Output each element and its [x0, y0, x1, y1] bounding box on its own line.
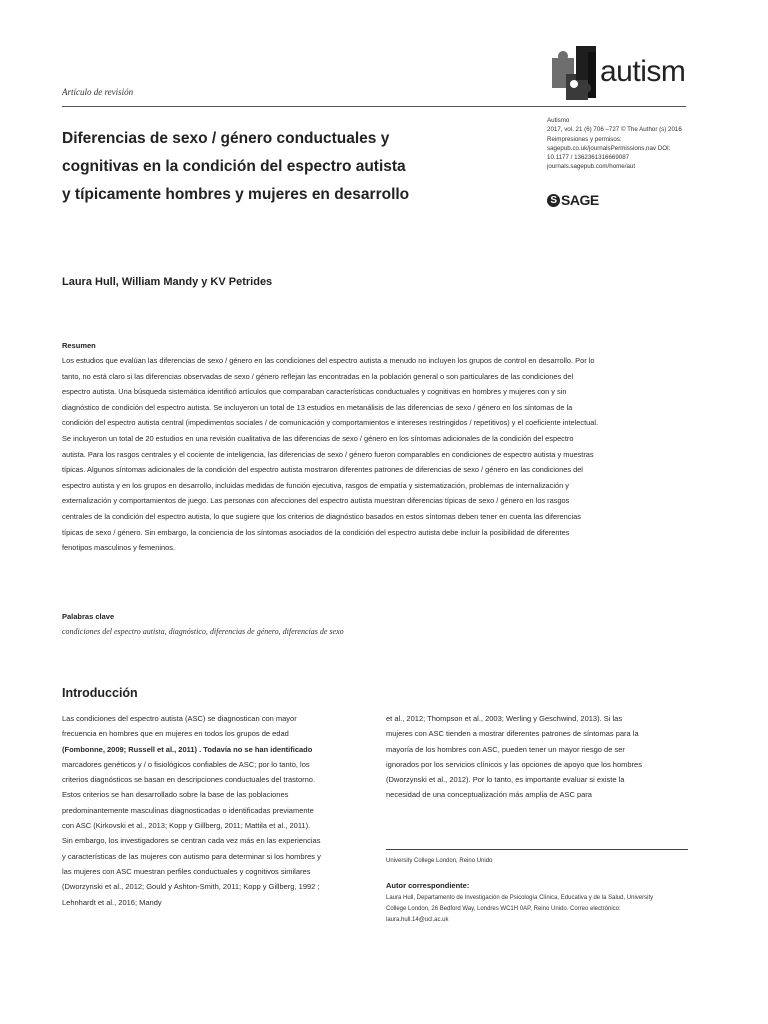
publisher-logo	[547, 192, 599, 208]
corresponding-author-heading: Autor correspondiente:	[386, 881, 470, 890]
author-list: Laura Hull, William Mandy y KV Petrides	[62, 276, 273, 288]
journal-logo-text: autism	[600, 55, 686, 88]
title-line: y típicamente hombres y mujeres en desarrollo	[62, 186, 410, 203]
intro-right-column	[386, 711, 688, 803]
keywords-heading: Palabras clave	[62, 612, 115, 621]
abstract-line: espectro autista y en los grupos en desarrollo, incluidas medidas de función ejecutiva, rasgos de empatía y sistematización, problemas de internalización y	[62, 480, 569, 490]
abstract-line: condición del espectro autista central (impedimentos sociales / de comunicación y comportamientos e intereses restringidos / repetitivos) y el coeficiente intelectual.	[62, 418, 599, 428]
keywords-list: condiciones del espectro autista, diagnóstico, diferencias de género, diferencias de sexo	[62, 627, 344, 636]
body-line: (Fombonne, 2009; Russell et al., 2011) . Todavía no se han identificado	[62, 744, 313, 754]
meta-journal-url[interactable]: journals.sagepub.com/home/aut	[547, 163, 636, 171]
intro-left-column	[62, 711, 374, 910]
abstract-line: autista. Para los rasgos centrales y el cociente de inteligencia, las diferencias de sexo / género fueron comparables en condiciones de espectro autista y muestras	[62, 449, 594, 459]
corresponding-author-details	[386, 893, 686, 925]
article-title	[62, 125, 442, 209]
body-line: (Dworzynski et al., 2012; Gould y Ashton-Smith, 2011; Kopp y Gillberg, 1992 ;	[62, 882, 320, 892]
corr-line: College London, 26 Bedford Way, Londres WC1H 0AP, Reino Unido. Correo electrónico:	[386, 905, 621, 912]
meta-doi[interactable]: 10.1177 / 1362361316669087	[547, 154, 630, 162]
introduction-heading: Introducción	[62, 686, 138, 700]
title-line: cognitivas en la condición del espectro autista	[62, 158, 406, 175]
body-line: et al., 2012; Thompson et al., 2003; Werling y Geschwind, 2013). Si las	[386, 714, 623, 723]
abstract-line: típicas. Algunos síntomas adicionales de la condición del espectro autista mostraron diferentes patrones de diferencias de sexo / género en las condiciones del	[62, 465, 583, 475]
corr-line: Laura Hull, Departamento de Investigación de Psicología Clínica, Educativa y de la Salud, University	[386, 895, 654, 901]
meta-permissions-label: Reimpresiones y permisos:	[547, 135, 622, 143]
abstract-line: centrales de la condición del espectro autista, lo que sugiere que los criterios de diagnóstico basados en estos síntomas deben tener en cuenta las diferencias	[62, 511, 581, 521]
body-line: predominantemente masculinas diagnosticadas o identificadas previamente	[62, 805, 314, 815]
abstract-line: tanto, no está claro si las diferencias observadas de sexo / género reflejan las encontradas en la población general o son particulares de las condiciones del	[62, 371, 574, 381]
body-line: criterios diagnósticos se basan en descripciones conductuales del trastorno.	[62, 775, 316, 785]
abstract-line: espectro autista. Una búsqueda sistemática identificó artículos que comparaban características conductuales y cognitivas en hombres y mujeres con y sin	[62, 387, 567, 397]
body-line: frecuencia en hombres que en mujeres en todos los grupos de edad	[62, 729, 289, 739]
publisher-name: SAGE	[561, 192, 599, 208]
body-line: Estos criterios se han desarrollado sobre la base de las poblaciones	[62, 790, 289, 800]
abstract-line: típicas de sexo / género. Sin embargo, la conciencia de los síntomas asociados de la condición del espectro autista debe incluir la posibilidad de diferentes	[62, 527, 570, 537]
abstract-line: diagnóstico de condición del espectro autista. Se incluyeron un total de 13 estudios en metanálisis de las diferencias de sexo / género en los síntomas de la	[62, 402, 573, 412]
body-line: las mujeres con ASC muestran perfiles conductuales y cognitivos similares	[62, 866, 311, 876]
body-line: marcadores genéticos y / o fisiológicos confiables de ASC; por lo tanto, los	[62, 759, 310, 769]
sage-icon: S	[547, 194, 560, 207]
meta-permissions-link[interactable]: sagepub.co.uk/journalsPermissions.nav DOI:	[547, 144, 671, 152]
body-line: Las condiciones del espectro autista (ASC) se diagnostican con mayor	[62, 714, 297, 723]
footnote-rule	[386, 849, 688, 850]
article-type-label: Artículo de revisión	[62, 87, 134, 97]
meta-journal: Autismo	[547, 117, 570, 124]
abstract-line: Los estudios que evalúan las diferencias de sexo / género en las condiciones del espectro autista a menudo no incluyen los grupos de control en desarrollo. Por lo	[62, 356, 595, 365]
body-line: (Dworzynski et al., 2012). Por lo tanto, es importante evaluar si existe la	[386, 775, 625, 785]
body-line: y características de las mujeres con autismo para determinar si los hombres y	[62, 851, 321, 861]
journal-metadata	[547, 116, 697, 172]
body-line: con ASC (Kirkovski et al., 2013; Kopp y Gillberg, 2011; Mattila et al., 2011).	[62, 821, 311, 831]
header-rule	[62, 106, 686, 107]
body-line: necesidad de una conceptualización más amplia de ASC para	[386, 790, 592, 800]
abstract-heading: Resumen	[62, 341, 96, 350]
title-line: Diferencias de sexo / género conductuales y	[62, 130, 390, 147]
meta-citation: 2017, vol. 21 (6) 706 –727 © The Author (s) 2016	[547, 126, 682, 134]
body-line: Sin embargo, los investigadores se centran cada vez más en las experiencias	[62, 836, 321, 846]
abstract-line: Se incluyeron un total de 20 estudios en una revisión cualitativa de las diferencias de sexo / género en los síntomas adicionales de la condición del espectro	[62, 433, 574, 443]
body-line: mayoría de los hombres con ASC, pueden tener un mayor riesgo de ser	[386, 744, 625, 754]
abstract-body	[62, 353, 692, 556]
corr-email[interactable]: laura.hull.14@ucl.ac.uk	[386, 916, 449, 923]
affiliation: University College London, Reino Unido	[386, 858, 493, 864]
body-line: Lehnhardt et al., 2016; Mandy	[62, 897, 162, 907]
abstract-line: externalización y comportamientos de juego. Las personas con afecciones del espectro autista muestran diferencias típicas de sexo / género en los rasgos	[62, 496, 570, 506]
abstract-line: fenotipos masculinos y femeninos.	[62, 543, 175, 553]
body-line: mujeres con ASC tienden a mostrar diferentes patrones de síntomas para la	[386, 729, 639, 739]
body-line: ignorados por los servicios clínicos y las opciones de apoyo que los hombres	[386, 759, 642, 769]
